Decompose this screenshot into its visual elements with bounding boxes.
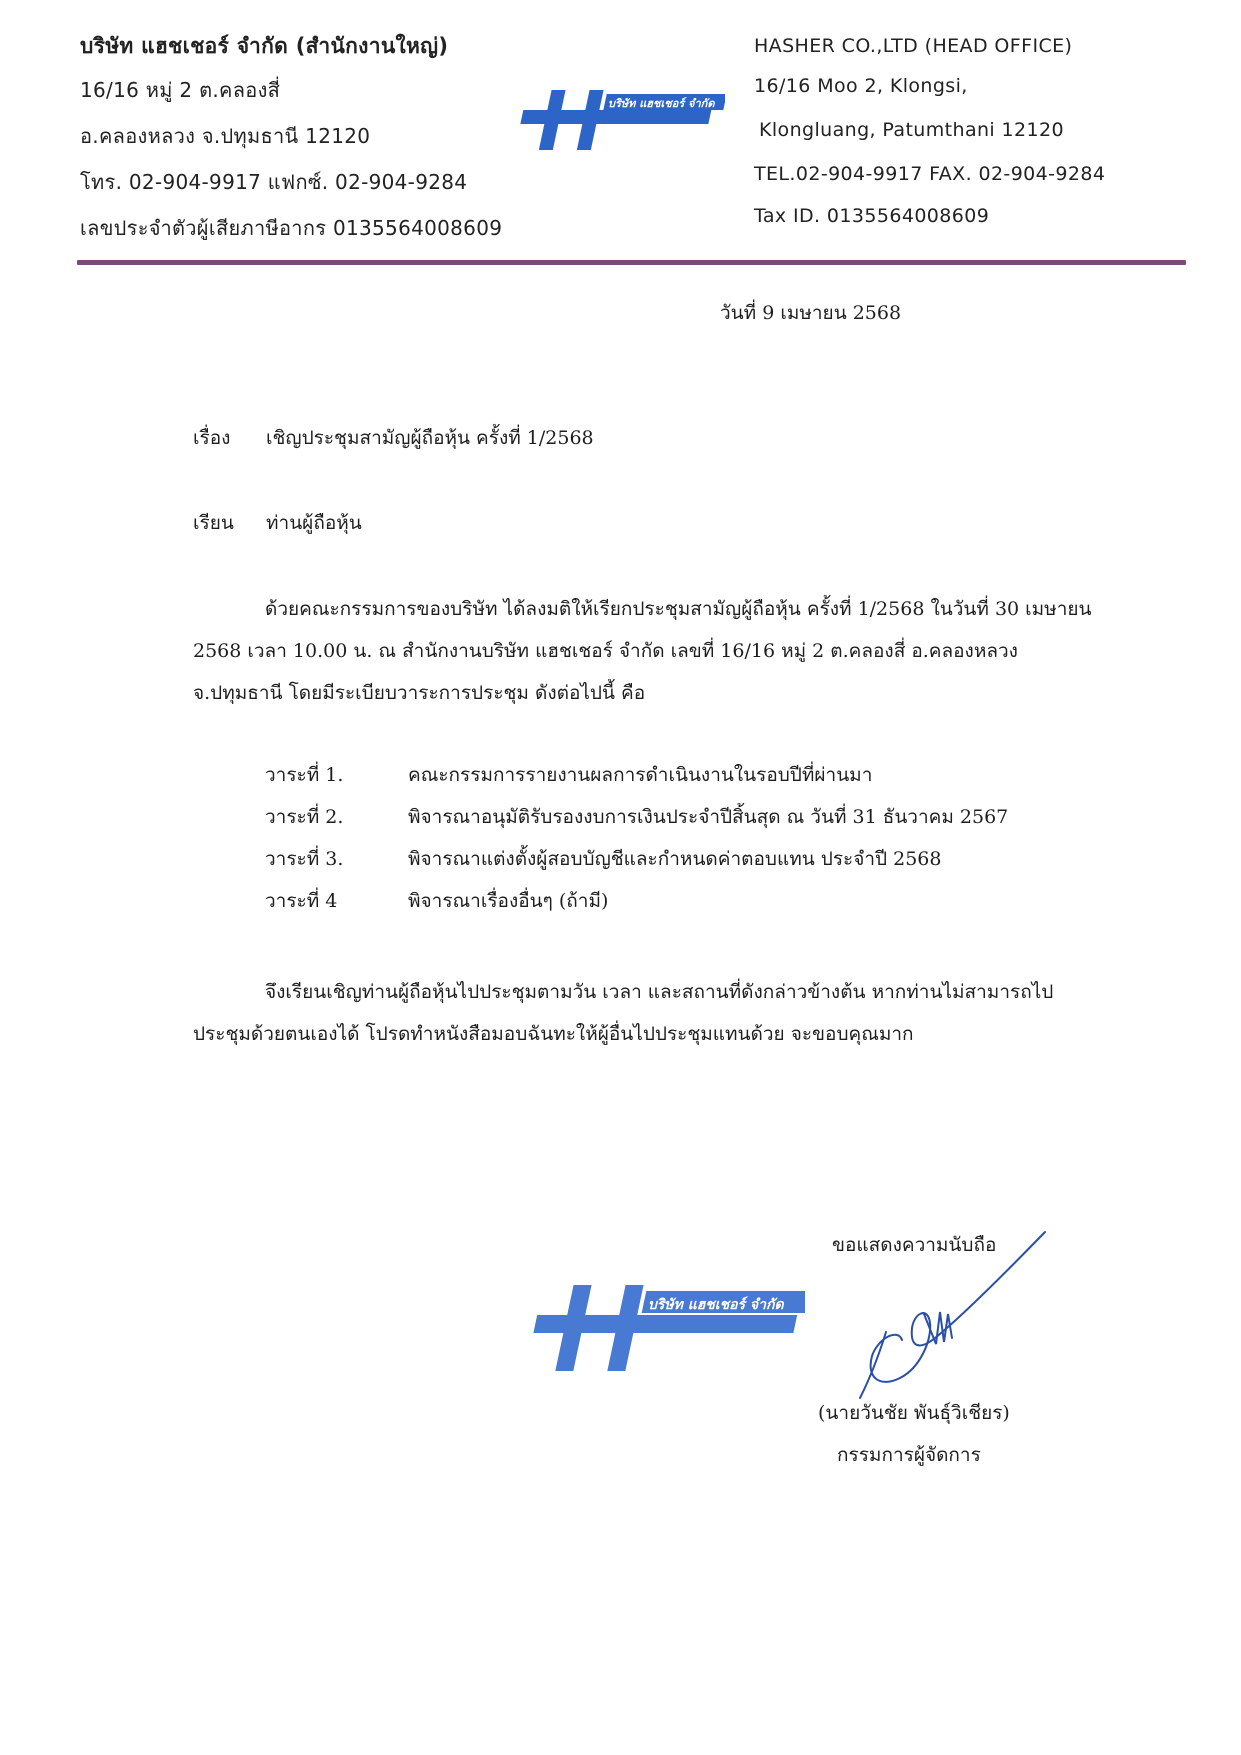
agenda-label: วาระที่ 4 — [265, 890, 338, 912]
tax-id-english: Tax ID. 0135564008609 — [754, 205, 990, 227]
address-line1-english: 16/16 Moo 2, Klongsi, — [754, 75, 968, 97]
agenda-label: วาระที่ 3. — [265, 848, 344, 870]
body2-line1: จึงเรียนเชิญท่านผู้ถือหุ้นไปประชุมตามวัน เวลา และสถานที่ดังกล่าวข้างต้น หากท่านไม่สามารถไป — [265, 981, 1054, 1003]
company-name-english: HASHER CO.,LTD (HEAD OFFICE) — [754, 35, 1073, 57]
logo-company-text: บริษัท แฮชเชอร์ จำกัด — [608, 97, 715, 110]
body2-line2: ประชุมด้วยตนเองได้ โปรดทำหนังสือมอบฉันทะให้ผู้อื่นไปประชุมแทนด้วย จะขอบคุณมาก — [193, 1023, 914, 1045]
subject-text: เชิญประชุมสามัญผู้ถือหุ้น ครั้งที่ 1/2568 — [266, 427, 594, 449]
addressee-label: เรียน — [193, 512, 234, 534]
phone-line-english: TEL.02-904-9917 FAX. 02-904-9284 — [754, 163, 1106, 185]
stamp-company-text: บริษัท แฮชเชอร์ จำกัด — [648, 1297, 784, 1313]
phone-line-thai: โทร. 02-904-9917 แฟกซ์. 02-904-9284 — [80, 170, 468, 194]
agenda-label: วาระที่ 2. — [265, 806, 344, 828]
company-stamp — [530, 1283, 805, 1373]
body1-line1: ด้วยคณะกรรมการของบริษัท ได้ลงมติให้เรียกประชุมสามัญผู้ถือหุ้น ครั้งที่ 1/2568 ในวันที่ 30 เมษายน — [265, 598, 1092, 620]
company-name-thai: บริษัท แฮชเชอร์ จำกัด (สำนักงานใหญ่) — [80, 34, 449, 58]
address-line1-thai: 16/16 หมู่ 2 ต.คลองสี่ — [80, 78, 281, 102]
signature-stroke — [840, 1228, 1050, 1408]
header-divider — [77, 260, 1186, 265]
letter-date: วันที่ 9 เมษายน 2568 — [720, 302, 902, 324]
address-line2-thai: อ.คลองหลวง จ.ปทุมธานี 12120 — [80, 124, 371, 148]
agenda-item: คณะกรรมการรายงานผลการดำเนินงานในรอบปีที่ผ่านมา — [408, 764, 873, 786]
body1-line3: จ.ปทุมธานี โดยมีระเบียบวาระการประชุม ดังต่อไปนี้ คือ — [193, 682, 646, 704]
agenda-item: พิจารณาอนุมัติรับรองงบการเงินประจำปีสิ้นสุด ณ วันที่ 31 ธันวาคม 2567 — [408, 806, 1009, 828]
address-line2-english: Klongluang, Patumthani 12120 — [759, 119, 1064, 141]
body1-line2: 2568 เวลา 10.00 น. ณ สำนักงานบริษัท แฮชเชอร์ จำกัด เลขที่ 16/16 หมู่ 2 ต.คลองสี่ อ.คลองหลวง — [193, 640, 1018, 662]
company-logo — [520, 88, 725, 152]
signatory-name: (นายวันชัย พันธุ์วิเชียร) — [818, 1402, 1010, 1424]
tax-id-thai: เลขประจำตัวผู้เสียภาษีอากร 0135564008609 — [80, 216, 503, 240]
agenda-item: พิจารณาเรื่องอื่นๆ (ถ้ามี) — [408, 890, 609, 912]
closing-regards: ขอแสดงความนับถือ — [832, 1234, 997, 1256]
agenda-item: พิจารณาแต่งตั้งผู้สอบบัญชีและกำหนดค่าตอบแทน ประจำปี 2568 — [408, 848, 942, 870]
signatory-position: กรรมการผู้จัดการ — [837, 1444, 981, 1466]
agenda-label: วาระที่ 1. — [265, 764, 344, 786]
signature — [840, 1228, 1050, 1408]
subject-label: เรื่อง — [193, 427, 231, 449]
addressee-text: ท่านผู้ถือหุ้น — [266, 512, 362, 534]
